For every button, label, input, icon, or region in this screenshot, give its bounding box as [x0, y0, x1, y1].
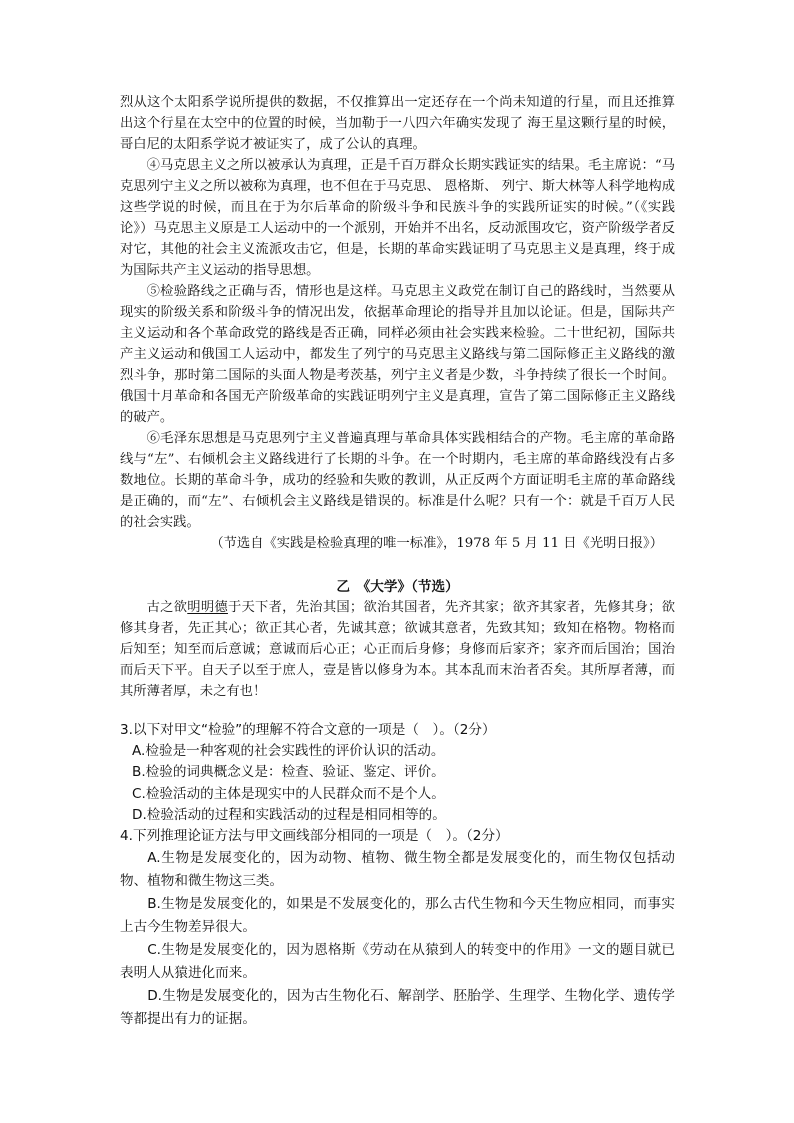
- yi-text: [120, 597, 675, 702]
- jia-passage: [120, 92, 675, 554]
- jia-paragraph-6: ⑥毛泽东思想是马克思列宁主义普遍真理与革命具体实践相结合的产物。毛主席的革命路线与“左”、右倾机会主义路线进行了长期的斗争。在一个时期内，毛主席的革命路线没有占多数地位。长期的革命斗争，成功的经验和失败的教训，从正反两个方面证明毛主席的革命路线是正确的，而“左”、右倾机会主义路线是错误的。标准是什么呢？只有一个：就是千百万人民的社会实践。: [120, 431, 675, 530]
- question-4-option-c: C.生物是发展变化的，因为恩格斯《劳动在从猿到人的转变中的作用》一文的题目就已表明人从猿进化而来。: [120, 942, 675, 982]
- yi-text-after: 于天下者，先治其国；欲治其国者，先齐其家；欲齐其家者，先修其身；欲修其身者，先正其心；欲正其心者，先诚其意；欲诚其意者，先致其知；致知在格物。物格而后知至；知至而后意诚；意诚而后心正；心正而后身修；身修而后家齐；家齐而后国治；国治而后天下平。自天子以至于庶人，壹是皆以修身为本。其本乱而末治者否矣。其所厚者薄，而其所薄者厚，未之有也！: [120, 600, 676, 699]
- question-3-option-a: A.检验是一种客观的社会实践性的评价认识的活动。: [132, 743, 445, 760]
- jia-paragraph-3-continued: 烈从这个太阳系学说所提供的数据，不仅推算出一定还存在一个尚未知道的行星，而且还推算出这个行星在太空中的位置的时候，当加勒于一八四六年确实发现了 海王星这颗行星的时候，哥白尼的太阳系学说才被证实了，成了公认的真理。: [120, 95, 675, 152]
- question-4-option-a: A.生物是发展变化的，因为动物、植物、微生物全都是发展变化的，而生物仅包括动物、植物和微生物这三类。: [120, 850, 675, 890]
- question-3-option-c: C.检验活动的主体是现实中的人民群众而不是个人。: [132, 785, 445, 802]
- jia-paragraph-4: ④马克思主义之所以被承认为真理，正是千百万群众长期实践证实的结果。毛主席说：“马克思列宁主义之所以被称为真理，也不但在于马克思、 恩格斯、 列宁、斯大林等人科学地构成这些学说的时候，而且在于为尔后革命的阶级斗争和民族斗争的实践所证实的时候。”（《实践论》）马克思主义原是工人运动中的一个派别，开始并不出名，反动派围攻它，资产阶级学者反对它，其他的社会主义流派攻击它，但是，长期的革命实践证明了马克思主义是真理，终于成为国际共产主义运动的指导思想。: [120, 158, 675, 278]
- yi-passage: [120, 575, 675, 702]
- jia-source-citation: （节选自《实践是检验真理的唯一标准》，1978 年 5 月 11 日《光明日报》）: [210, 536, 663, 551]
- question-3-stem: 3.以下对甲文“检验”的理解不符合文意的一项是（ ）。（2分）: [120, 722, 496, 738]
- question-4-stem: 4.下列推理论证方法与甲文画线部分相同的一项是（ ）。（2分）: [120, 828, 509, 845]
- yi-text-before: 古之欲: [146, 600, 188, 615]
- yi-title: 乙 《大学》（节选）: [336, 579, 459, 595]
- question-3-option-d: D.检验活动的过程和实践活动的过程是相同相等的。: [132, 806, 446, 823]
- question-3-option-b: B.检验的词典概念义是：检查、验证、鉴定、评价。: [132, 764, 445, 781]
- yi-text-underlined: 明明德: [187, 600, 228, 615]
- jia-paragraph-5: ⑤检验路线之正确与否，情形也是这样。马克思主义政党在制订自己的路线时，当然要从现实的阶级关系和阶级斗争的情况出发，依据革命理论的指导并且加以论证。但是，国际共产主义运动和各个革命政党的路线是否正确，同样必须由社会实践来检验。二十世纪初，国际共产主义运动和俄国工人运动中，都发生了列宁的马克思主义路线与第二国际修正主义路线的激烈斗争，那时第二国际的头面人物是考茨基，列宁主义者是少数，斗争持续了很长一个时间。俄国十月革命和各国无产阶级革命的实践证明列宁主义是真理，宣告了第二国际修正主义路线的破产。: [120, 284, 675, 425]
- question-4-option-d: D.生物是发展变化的，因为古生物化石、解剖学、胚胎学、生理学、生物化学、遗传学等都提出有力的证据。: [120, 988, 675, 1028]
- questions: [120, 720, 675, 1031]
- question-4-option-b: B.生物是发展变化的，如果是不发展变化的，那么古代生物和今天生物应相同，而事实上古今生物差异很大。: [120, 896, 675, 936]
